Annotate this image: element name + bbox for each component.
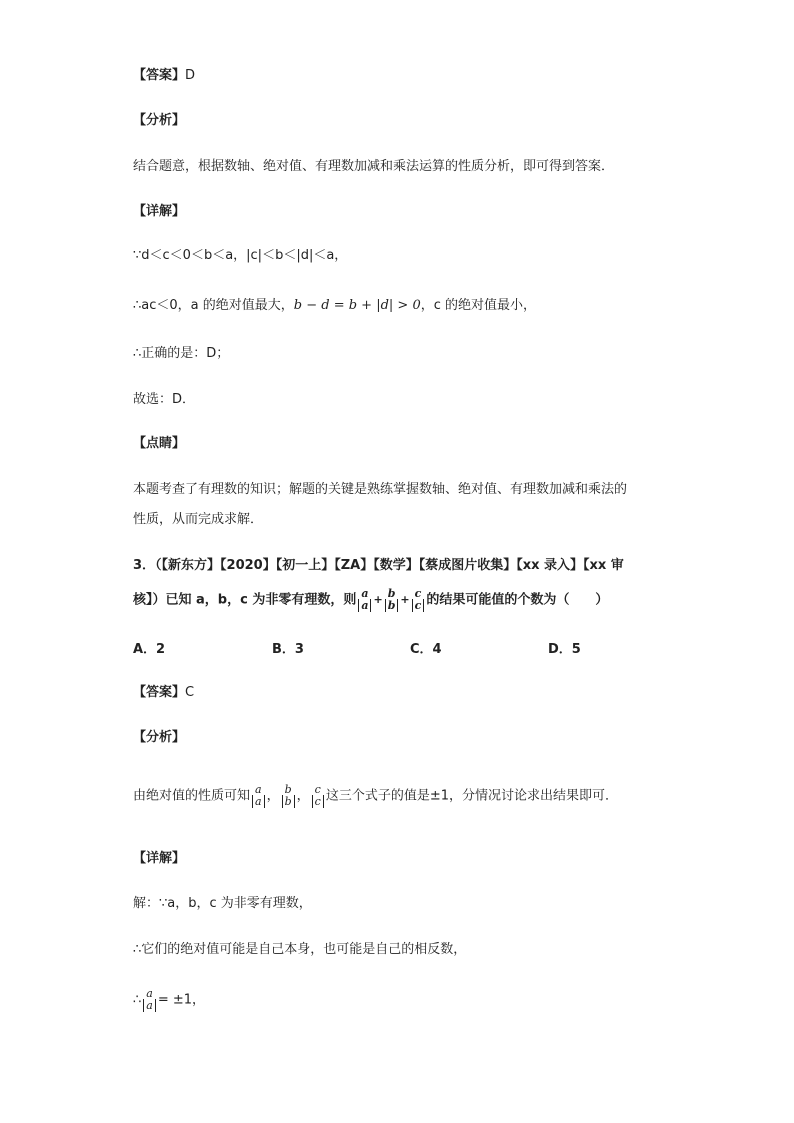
q2-analysis-text: 结合题意，根据数轴、绝对值、有理数加减和乘法运算的性质分析，即可得到答案．	[133, 159, 615, 174]
q3-header-prefix: 核】）已知 a，b，c 为非零有理数，则	[133, 592, 357, 608]
q3-analysis-text: 由绝对值的性质可知 a a ， b b ， c c 这三个式子的值是±1，分情况讨论求出结果即可．	[133, 783, 618, 808]
q2-detail-label: 【详解】	[133, 204, 186, 219]
q2-analysis-label: 【分析】	[133, 113, 186, 128]
q3-detail-line1: 解：∵a，b，c 为非零有理数，	[133, 896, 312, 911]
answer-value: D	[185, 68, 196, 83]
fraction-a-over-abs-a: a a	[142, 988, 157, 1012]
fraction-c-over-abs-c: c c	[311, 784, 325, 808]
answer-label: 【答案】	[133, 68, 186, 83]
fraction-a-over-abs-a: a a	[357, 588, 372, 612]
fraction-a-over-abs-a: a a	[251, 784, 266, 808]
q3-detail-line2: ∴它们的绝对值可能是自己本身，也可能是自己的相反数，	[133, 942, 467, 957]
q2-comment-line2: 性质，从而完成求解．	[133, 512, 264, 527]
q3-header-line2: 核】）已知 a，b，c 为非零有理数，则 a a + b b + c c 的结果可能值的个数为（ ）	[133, 587, 609, 612]
fraction-b-over-abs-b: b b	[384, 588, 400, 612]
q3-analysis-label: 【分析】	[133, 730, 186, 745]
option-a: A．2	[133, 642, 166, 657]
fraction-c-over-abs-c: c c	[411, 588, 426, 612]
q2-detail-line2	[133, 296, 536, 316]
option-b: B．3	[272, 642, 304, 657]
answer-value: C	[185, 685, 195, 700]
q3-header-suffix: 的结果可能值的个数为（ ）	[426, 592, 609, 608]
q3-analysis-prefix: 由绝对值的性质可知	[133, 788, 251, 804]
q3-detail-label: 【详解】	[133, 851, 186, 866]
option-d: D．5	[548, 642, 581, 657]
q2-detail-line4: 故选：D．	[133, 392, 196, 407]
q2-comment-line1: 本题考查了有理数的知识；解题的关键是熟练掌握数轴、绝对值、有理数加减和乘法的	[133, 482, 628, 497]
q3-analysis-suffix: 这三个式子的值是±1，分情况讨论求出结果即可．	[325, 788, 618, 804]
q3-header-line1: 3．（【新东方】【2020】【初一上】【ZA】【数学】【蔡成图片收集】【xx 录入】【xx 审	[133, 558, 624, 573]
option-c: C．4	[410, 642, 442, 657]
q2-detail-line1: ∵d＜c＜0＜b＜a，|c|＜b＜|d|＜a，	[133, 248, 348, 263]
q3-answer-line	[133, 683, 194, 703]
detail-line2-math: b − d = b + |d| > 0	[293, 298, 421, 313]
q2-answer-line	[133, 66, 195, 86]
therefore-symbol: ∴	[133, 992, 142, 1008]
answer-label: 【答案】	[133, 685, 186, 700]
q2-detail-line3: ∴正确的是：D；	[133, 346, 230, 361]
q3-detail-line3	[133, 988, 205, 1012]
q2-comment-label: 【点睛】	[133, 436, 186, 451]
fraction-b-over-abs-b: b b	[281, 784, 296, 808]
q3-detail-line3-suffix: = ±1，	[157, 992, 206, 1008]
detail-line2-suffix: ，c 的绝对值最小，	[420, 298, 536, 313]
q3-options	[133, 640, 613, 660]
detail-line2-prefix: ∴ac＜0，a 的绝对值最大，	[133, 298, 294, 313]
